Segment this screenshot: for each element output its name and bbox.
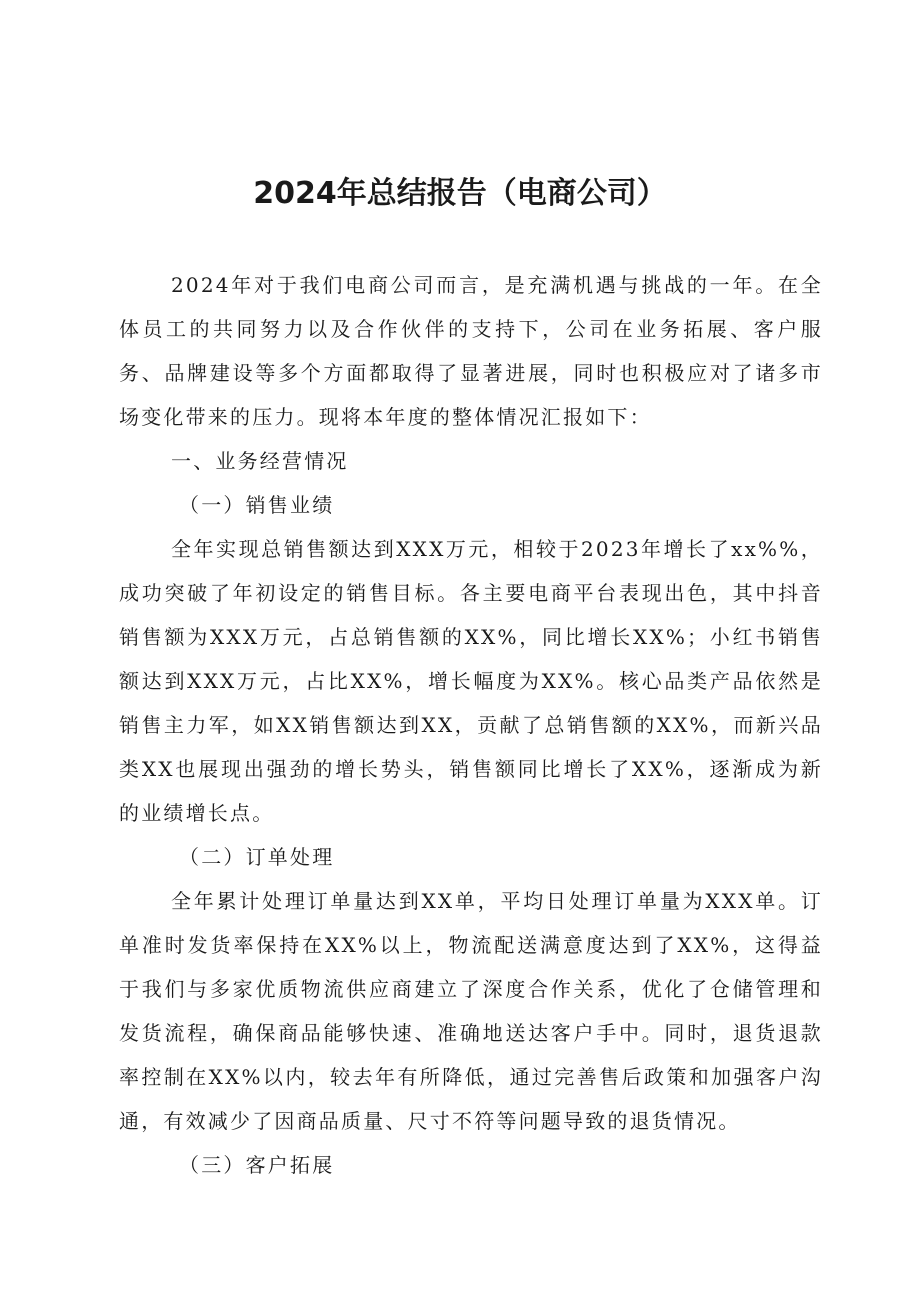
document-body [119,263,823,1187]
subsection-heading-sales: （一）销售业绩 [179,493,335,517]
subsection-heading-orders: （二）订单处理 [179,845,335,869]
section-heading-business: 一、业务经营情况 [171,449,349,473]
sales-paragraph: 全年实现总销售额达到XXX万元，相较于2023年增长了xx%%，成功突破了年初设定的销售目标。各主要电商平台表现出色，其中抖音销售额为XXX万元，占总销售额的XX%，同比增长XX%；小红书销售额达到XXX万元，占比XX%，增长幅度为XX%。核心品类产品依然是销售主力军，如XX销售额达到XX，贡献了总销售额的XX%，而新兴品类XX也展现出强劲的增长势头，销售额同比增长了XX%，逐渐成为新的业绩增长点。 [119,537,823,825]
subsection-heading-customers: （三）客户拓展 [179,1153,335,1177]
orders-paragraph: 全年累计处理订单量达到XX单，平均日处理订单量为XXX单。订单准时发货率保持在XX%以上，物流配送满意度达到了XX%，这得益于我们与多家优质物流供应商建立了深度合作关系，优化了仓储管理和发货流程，确保商品能够快速、准确地送达客户手中。同时，退货退款率控制在XX%以内，较去年有所降低，通过完善售后政策和加强客户沟通，有效减少了因商品质量、尺寸不符等问题导致的退货情况。 [119,889,823,1133]
intro-paragraph: 2024年对于我们电商公司而言，是充满机遇与挑战的一年。在全体员工的共同努力以及合作伙伴的支持下，公司在业务拓展、客户服务、品牌建设等多个方面都取得了显著进展，同时也积极应对了诸多市场变化带来的压力。现将本年度的整体情况汇报如下： [119,273,823,429]
document-title: 2024年总结报告（电商公司） [253,176,667,211]
